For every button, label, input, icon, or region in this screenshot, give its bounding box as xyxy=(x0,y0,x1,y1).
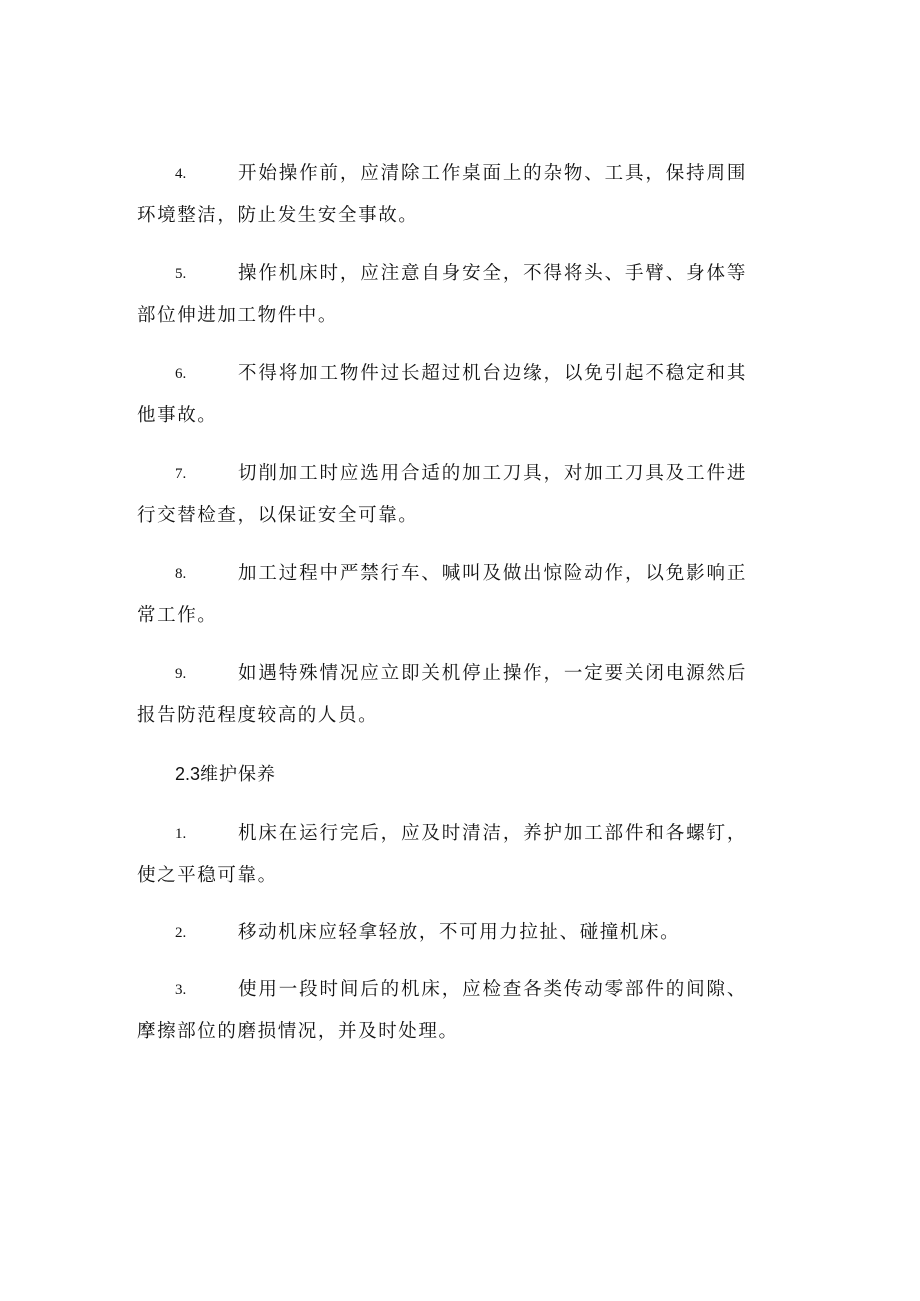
list-item-maint-1 xyxy=(137,813,747,897)
list-item-text: 如遇特殊情况应立即关机停止操作，一定要关闭电源然后报告防范程度较高的人员。 xyxy=(137,663,747,726)
list-item-maint-3 xyxy=(137,969,747,1053)
list-item-text: 移动机床应轻拿轻放，不可用力拉扯、碰撞机床。 xyxy=(238,922,681,943)
list-item-number: 9. xyxy=(175,666,187,682)
section-heading xyxy=(175,753,276,796)
list-item-number: 2. xyxy=(175,925,187,941)
list-item-9 xyxy=(137,653,747,737)
list-item-number: 6. xyxy=(175,366,187,382)
list-item-number: 5. xyxy=(175,266,187,282)
list-item-maint-2 xyxy=(137,912,747,954)
list-item-5 xyxy=(137,253,747,337)
list-item-text: 加工过程中严禁行车、喊叫及做出惊险动作，以免影响正常工作。 xyxy=(137,563,747,626)
list-item-6 xyxy=(137,353,747,437)
list-item-number: 7. xyxy=(175,466,187,482)
list-item-4 xyxy=(137,153,747,237)
list-item-text: 使用一段时间后的机床，应检查各类传动零部件的间隙、摩擦部位的磨损情况，并及时处理。 xyxy=(137,979,747,1042)
list-item-text: 机床在运行完后，应及时清洁，养护加工部件和各螺钉，使之平稳可靠。 xyxy=(137,823,747,886)
list-item-text: 不得将加工物件过长超过机台边缘，以免引起不稳定和其他事故。 xyxy=(137,363,747,426)
list-item-8 xyxy=(137,553,747,637)
section-title: 维护保养 xyxy=(200,764,277,785)
list-item-text: 切削加工时应选用合适的加工刀具，对加工刀具及工件进行交替检查，以保证安全可靠。 xyxy=(137,463,747,526)
list-item-text: 操作机床时，应注意自身安全，不得将头、手臂、身体等部位伸进加工物件中。 xyxy=(137,263,747,326)
list-item-number: 1. xyxy=(175,826,187,842)
list-item-text: 开始操作前，应清除工作桌面上的杂物、工具，保持周围环境整洁，防止发生安全事故。 xyxy=(137,163,747,226)
list-item-7 xyxy=(137,453,747,537)
section-number: 2.3 xyxy=(175,764,201,784)
list-item-number: 8. xyxy=(175,566,187,582)
list-item-number: 3. xyxy=(175,982,187,998)
list-item-number: 4. xyxy=(175,166,187,182)
